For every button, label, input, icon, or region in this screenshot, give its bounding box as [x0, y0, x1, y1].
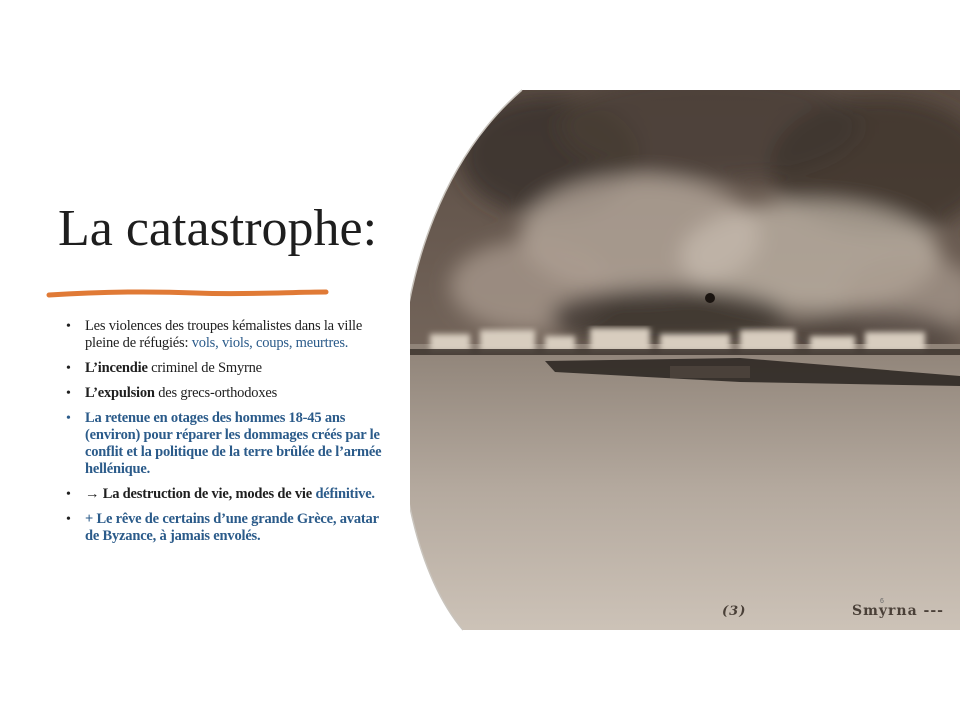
bullet-text: criminel de Smyrne [147, 360, 262, 376]
bullet-text: Les violences des troupes kémalistes dans la ville pleine de réfugiés: [85, 318, 363, 351]
bullet-text-highlight: La retenue en otages des hommes 18-45 ans (environ) pour réparer les dommages créés par le conflit et la politique de la terre brûlée de l’armée hellénique. [85, 410, 382, 477]
slide-number: 6 [880, 598, 884, 605]
bullet-text-emphasis: → La destruction de vie, modes de vie [85, 486, 316, 502]
bullet-text-highlight: + Le rêve de certains d’une grande Grèce, avatar de Byzance, à jamais envolés. [85, 511, 379, 544]
bullet-text-emphasis: L’incendie [85, 360, 148, 376]
bullet-item-destruction [66, 486, 386, 503]
smyrna-fire-photo [410, 86, 960, 634]
title-underline [46, 286, 336, 302]
bullet-text: des grecs-orthodoxes [154, 385, 278, 401]
bullet-item-incendie [66, 360, 386, 377]
photo-caption-number: (3) [722, 604, 747, 619]
bullet-text-highlight: définitive. [315, 486, 375, 502]
slide-title: La catastrophe: [58, 200, 378, 257]
bullet-item-expulsion [66, 385, 386, 402]
bullet-item-violences [66, 318, 386, 352]
photo-caption-place: Smyrna --- [852, 603, 944, 619]
bullet-text-emphasis: L’expulsion [85, 385, 155, 401]
bullet-item-reve [66, 511, 386, 545]
bullet-text-highlight: vols, viols, coups, meurtres. [191, 335, 349, 351]
bullet-list [66, 318, 386, 553]
bullet-item-otages [66, 410, 386, 478]
